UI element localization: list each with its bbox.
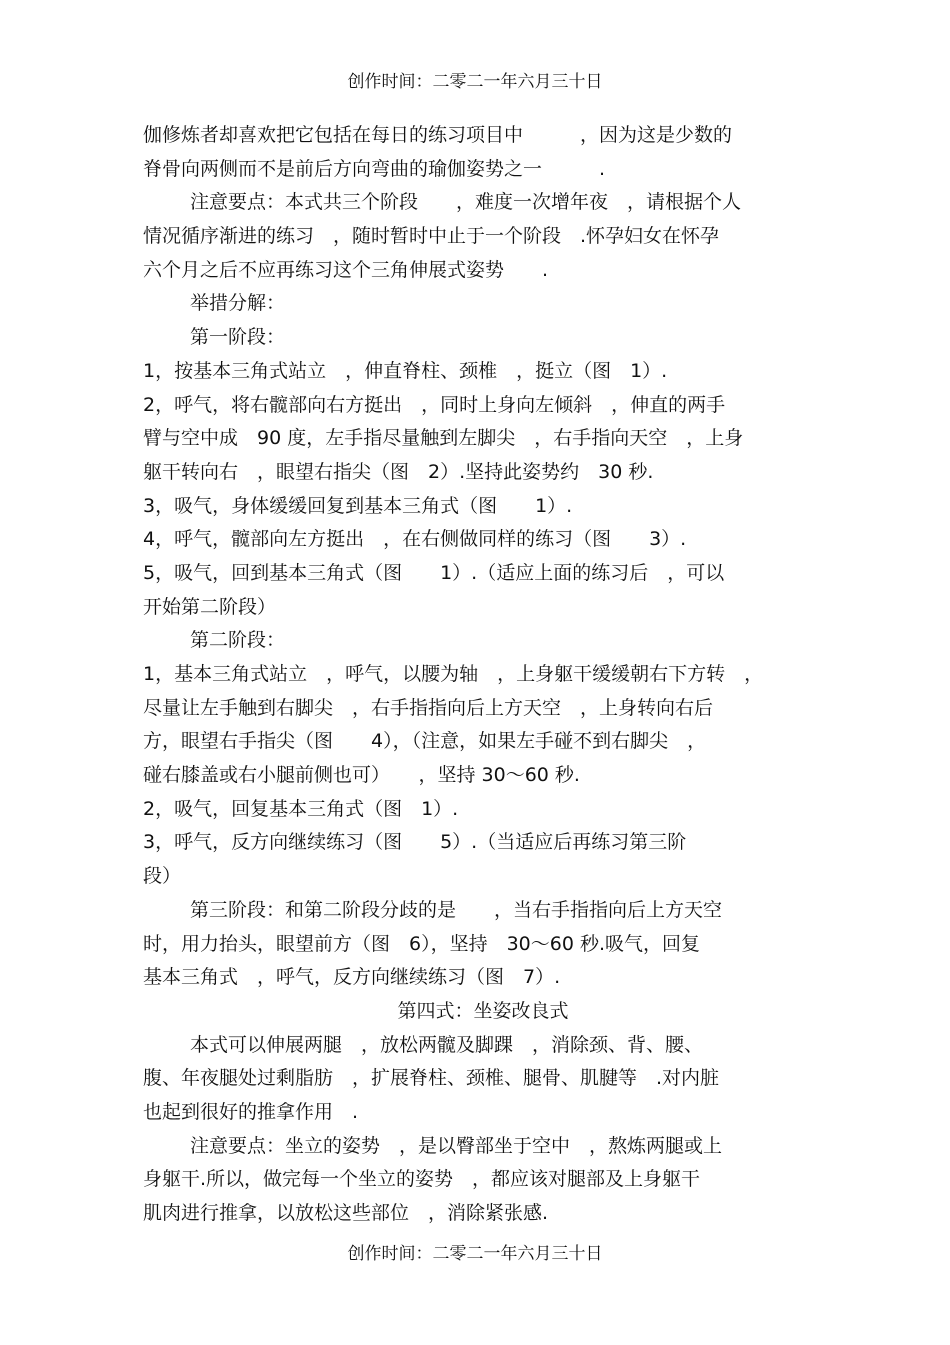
section-heading: 第四式：坐姿改良式 xyxy=(397,999,569,1022)
text-line: 躯干转向右 ，眼望右指尖（图 2）.坚持此姿势约 30 秒. xyxy=(143,460,654,483)
text-line: 伽修炼者却喜欢把它包括在每日的练习项目中 ，因为这是少数的 xyxy=(143,124,733,146)
text-line: 3，呼气，反方向继续练习（图 5）.（当适应后再练习第三阶 xyxy=(143,831,687,854)
text-line: 本式可以伸展两腿 ，放松两髋及脚踝 ，消除颈、背、腰、 xyxy=(190,1033,704,1056)
text-line: 2，呼气，将右髋部向右方挺出 ，同时上身向左倾斜 ，伸直的两手 xyxy=(143,393,726,416)
document-body xyxy=(143,119,823,1231)
text-line: 第一阶段： xyxy=(190,326,286,349)
text-line: 2，吸气，回复基本三角式（图 1）. xyxy=(143,797,459,820)
text-line: 脊骨向两侧而不是前后方向弯曲的瑜伽姿势之一 . xyxy=(143,157,606,180)
text-line: 尽量让左手触到右脚尖 ，右手指指向后上方天空 ，上身转向右后 xyxy=(143,696,714,719)
text-line: 情况循序渐进的练习 ，随时暂时中止于一个阶段 .怀孕妇女在怀孕 xyxy=(143,225,720,248)
text-line: 段） xyxy=(143,865,182,888)
text-line: 方，眼望右手指尖（图 4），（注意，如果左手碰不到右脚尖 ， xyxy=(143,730,707,753)
text-line: 举措分解： xyxy=(190,292,286,315)
text-line: 臂与空中成 90 度，左手指尽量触到左脚尖 ，右手指向天空 ，上身 xyxy=(143,427,744,450)
text-line: 注意要点：本式共三个阶段 ，难度一次增年夜 ，请根据个人 xyxy=(190,191,742,214)
text-line: 碰右膝盖或右小腿前侧也可） ，坚持 30～60 秒. xyxy=(143,764,580,787)
page-footer: 创作时间：二零二一年六月三十日 xyxy=(347,1244,603,1264)
text-line: 第二阶段： xyxy=(190,629,286,652)
text-line: 注意要点：坐立的姿势 ，是以臀部坐于空中 ，熬炼两腿或上 xyxy=(190,1134,723,1157)
text-line: 基本三角式 ，呼气，反方向继续练习（图 7）. xyxy=(143,966,561,989)
text-line: 开始第二阶段） xyxy=(143,595,277,618)
text-line: 5，吸气，回到基本三角式（图 1）.（适应上面的练习后 ，可以 xyxy=(143,561,725,584)
text-line: 也起到很好的推拿作用 . xyxy=(143,1100,359,1123)
text-line: 1，按基本三角式站立 ，伸直脊柱、颈椎 ，挺立（图 1）. xyxy=(143,359,668,382)
text-line: 时，用力抬头，眼望前方（图 6），坚持 30～60 秒.吸气，回复 xyxy=(143,932,701,955)
text-line: 肌肉进行推拿，以放松这些部位 ，消除紧张感. xyxy=(143,1202,549,1224)
page-header: 创作时间：二零二一年六月三十日 xyxy=(347,72,603,92)
text-line: 3，吸气，身体缓缓回复到基本三角式（图 1）. xyxy=(143,494,573,517)
text-line: 腹、年夜腿处过剩脂肪 ，扩展脊柱、颈椎、腿骨、肌腱等 .对内脏 xyxy=(143,1067,720,1090)
text-line: 六个月之后不应再练习这个三角伸展式姿势 . xyxy=(143,258,549,281)
text-line: 身躯干.所以，做完每一个坐立的姿势 ，都应该对腿部及上身躯干 xyxy=(143,1168,701,1191)
text-line: 第三阶段：和第二阶段分歧的是 ，当右手指指向后上方天空 xyxy=(190,898,723,921)
text-line: 4，呼气，髋部向左方挺出 ，在右侧做同样的练习（图 3）. xyxy=(143,528,687,551)
text-line: 1，基本三角式站立 ，呼气，以腰为轴 ，上身躯干缓缓朝右下方转 ， xyxy=(143,663,764,685)
